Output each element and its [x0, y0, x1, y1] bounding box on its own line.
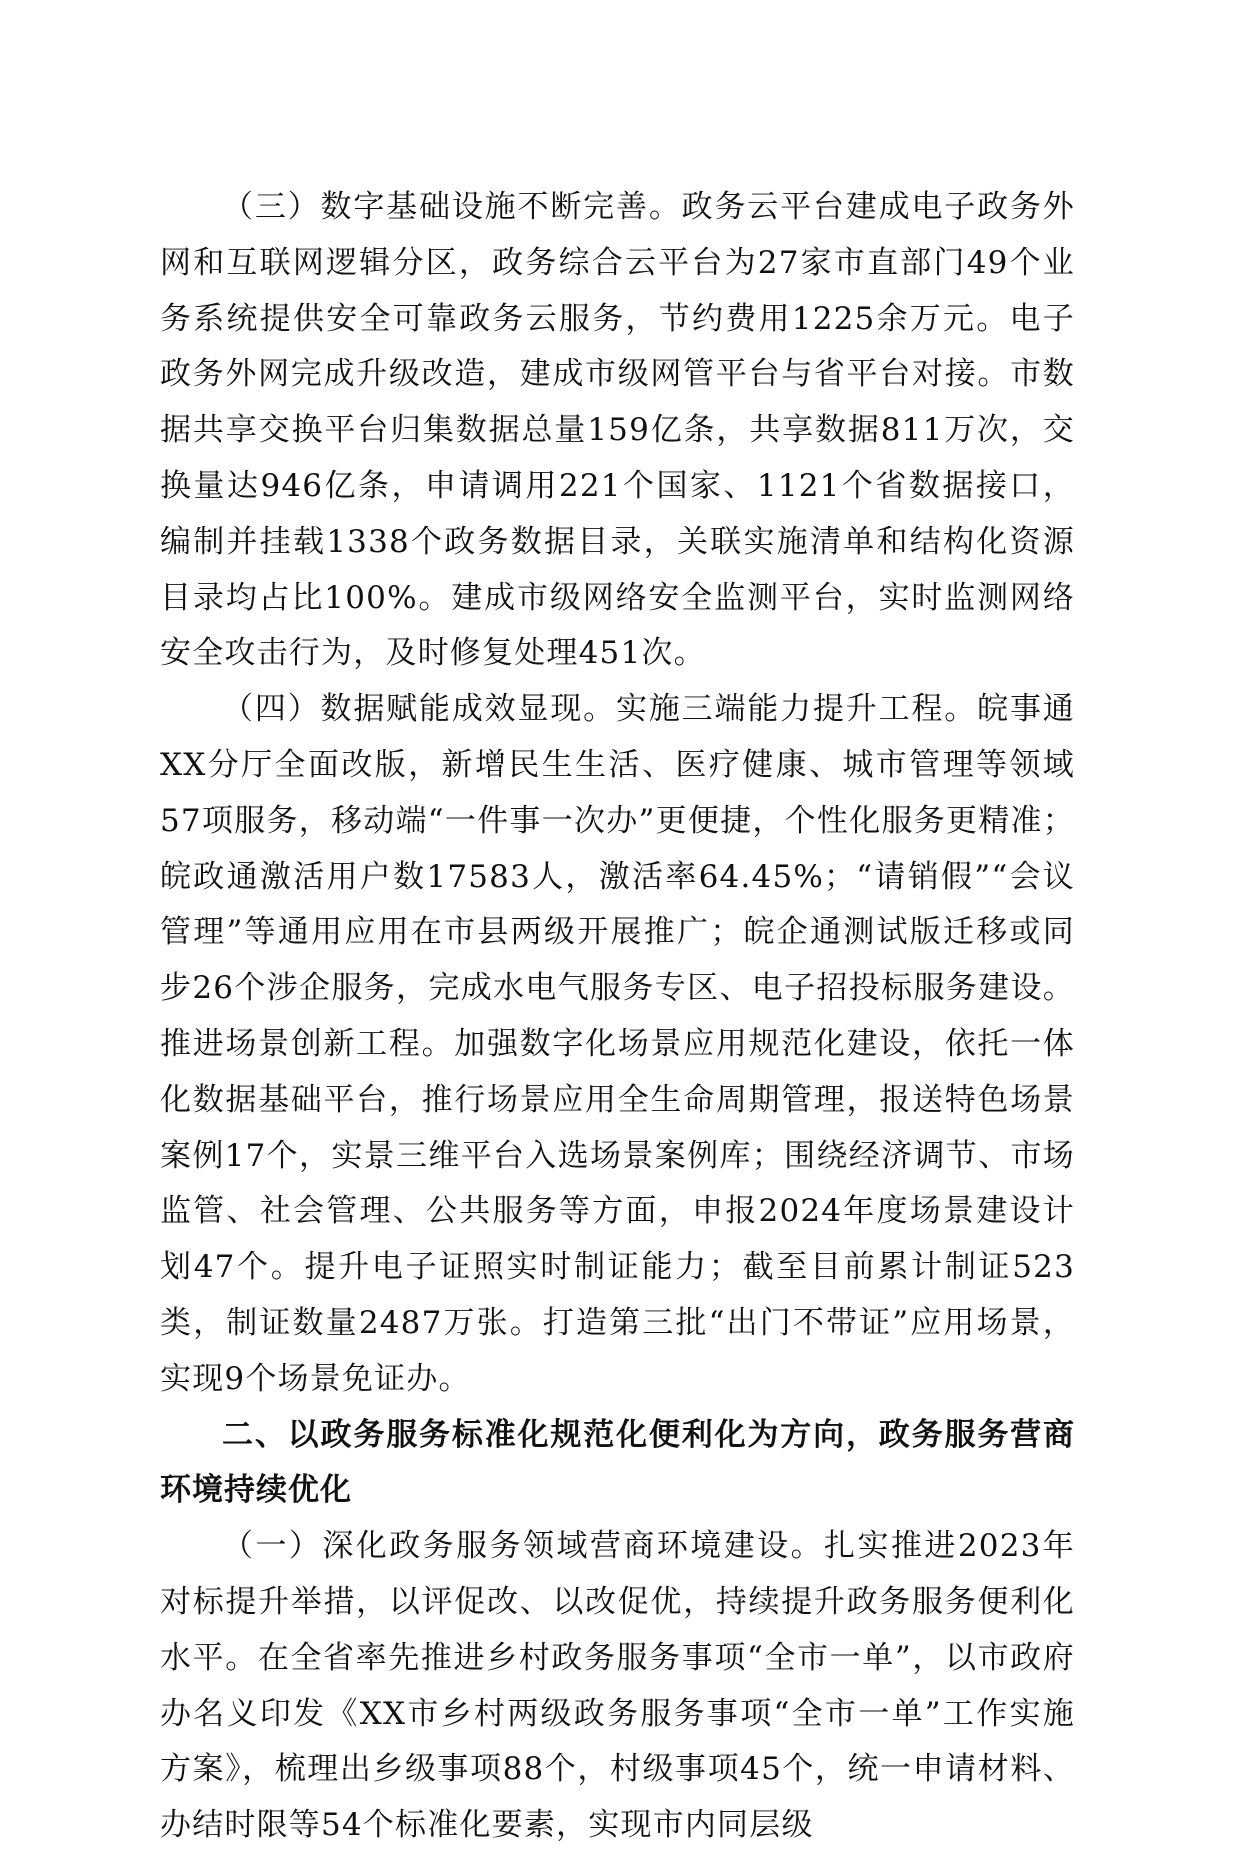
section-heading-government-services: 二、以政务服务标准化规范化便利化为方向，政务服务营商环境持续优化	[160, 1416, 1075, 1509]
paragraph-digital-infrastructure: （三）数字基础设施不断完善。政务云平台建成电子政务外网和互联网逻辑分区，政务综合云平台为27家市直部门49个业务系统提供安全可靠政务云服务，节约费用1225余万元。电子政务外网完成升级改造，建成市级网管平台与省平台对接。市数据共享交换平台归集数据总量159亿条，共享数据811万次，交换量达946亿条，申请调用221个国家、1121个省数据接口，编制并挂载1338个政务数据目录，关联实施清单和结构化资源目录均占比100%。建成市级网络安全监测平台，实时监测网络安全攻击行为，及时修复处理451次。	[160, 189, 1075, 672]
paragraph-data-empowerment: （四）数据赋能成效显现。实施三端能力提升工程。皖事通XX分厅全面改版，新增民生生活、医疗健康、城市管理等领域57项服务，移动端“一件事一次办”更便捷，个性化服务更精准；皖政通激活用户数17583人，激活率64.45%；“请销假”“会议管理”等通用应用在市县两级开展推广；皖企通测试版迁移或同步26个涉企服务，完成水电气服务专区、电子招投标服务建设。推进场景创新工程。加强数字化场景应用规范化建设，依托一体化数据基础平台，推行场景应用全生命周期管理，报送特色场景案例17个，实景三维平台入选场景案例库；围绕经济调节、市场监管、社会管理、公共服务等方面，申报2024年度场景建设计划47个。提升电子证照实时制证能力；截至目前累计制证523类，制证数量2487万张。打造第三批“出门不带证”应用场景，实现9个场景免证办。	[160, 691, 1075, 1397]
document-body	[160, 180, 1075, 1854]
paragraph-business-environment: （一）深化政务服务领域营商环境建设。扎实推进2023年对标提升举措，以评促改、以改促优，持续提升政务服务便利化水平。在全省率先推进乡村政务服务事项“全市一单”，以市政府办名义印发《XX市乡村两级政务服务事项“全市一单”工作实施方案》，梳理出乡级事项88个，村级事项45个，统一申请材料、办结时限等54个标准化要素，实现市内同层级	[160, 1528, 1075, 1844]
